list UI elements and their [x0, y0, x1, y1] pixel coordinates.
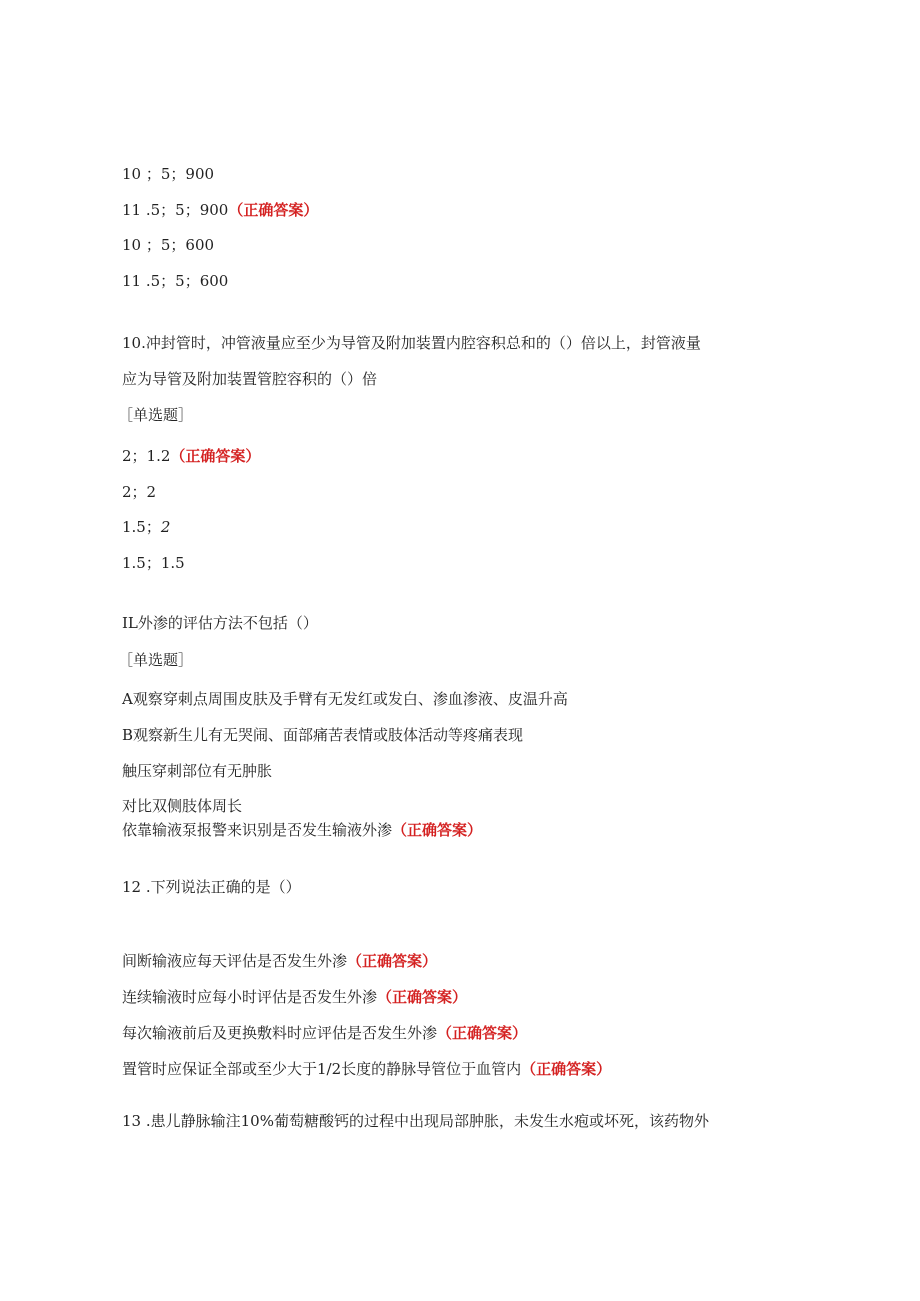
q9-option-d: 11 .5；5；600: [122, 272, 229, 290]
q11-option-b: B观察新生儿有无哭闹、面部痛苦表情或肢体活动等疼痛表现: [122, 726, 524, 744]
q9-option-a: 10 ；5；900: [122, 165, 215, 183]
correct-answer-mark: （正确答案）: [377, 988, 468, 1006]
q10-option-a: 2；1.2（正确答案）: [122, 447, 261, 465]
q10-stem-line1: 10.冲封管时，冲管液量应至少为导管及附加装置内腔容积总和的（）倍以上，封管液量: [122, 334, 701, 352]
q12-stem: 12 .下列说法正确的是（）: [122, 878, 301, 896]
q10-stem-line2: 应为导管及附加装置管腔容积的（）倍: [122, 370, 378, 388]
q11-option-a: A观察穿刺点周围皮肤及手臂有无发红或发白、渗血渗液、皮温升高: [122, 690, 568, 708]
q13-stem: 13 .患儿静脉输注10%葡萄糖酸钙的过程中出现局部肿胀，未发生水疱或坏死，该药物外: [122, 1112, 709, 1130]
q11-option-d: 对比双侧肢体周长: [122, 797, 243, 815]
correct-answer-mark: （正确答案）: [437, 1024, 528, 1042]
q11-stem: IL外渗的评估方法不包括（）: [122, 614, 318, 632]
q10-option-b: 2；2: [122, 483, 157, 501]
q12-option-c: 每次输液前后及更换敷料时应评估是否发生外渗（正确答案）: [122, 1024, 528, 1042]
q10-option-d: 1.5；1.5: [122, 554, 185, 572]
correct-answer-mark: （正确答案）: [170, 447, 261, 465]
q9-option-b: 11 .5；5；900（正确答案）: [122, 201, 319, 219]
q11-type: ［单选题］: [118, 651, 194, 669]
q11-option-c: 触压穿刺部位有无肿胀: [122, 762, 273, 780]
q12-option-a: 间断输液应每天评估是否发生外渗（正确答案）: [122, 952, 438, 970]
correct-answer-mark: （正确答案）: [228, 201, 319, 219]
correct-answer-mark: （正确答案）: [392, 821, 483, 839]
correct-answer-mark: （正确答案）: [347, 952, 438, 970]
q10-option-c: 1.5；2: [122, 518, 171, 536]
q9-option-c: 10 ；5；600: [122, 236, 215, 254]
correct-answer-mark: （正确答案）: [521, 1060, 612, 1078]
q10-type: ［单选题］: [118, 406, 194, 424]
q12-option-b: 连续输液时应每小时评估是否发生外渗（正确答案）: [122, 988, 468, 1006]
q11-option-e: 依靠输液泵报警来识别是否发生输液外渗（正确答案）: [122, 821, 483, 839]
q12-option-d: 置管时应保证全部或至少大于1/2长度的静脉导管位于血管内（正确答案）: [122, 1060, 612, 1078]
